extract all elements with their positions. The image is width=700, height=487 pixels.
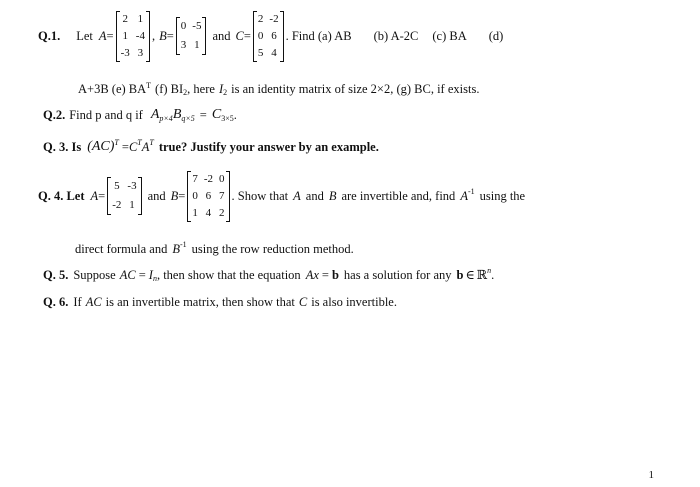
matrix-a <box>116 11 150 62</box>
and-word: and <box>147 188 166 203</box>
eq-sign: = <box>98 188 106 203</box>
matrix-cell: -2 <box>269 12 279 25</box>
matrix-cell: -3 <box>120 46 130 59</box>
matrix-cell: 7 <box>219 189 225 202</box>
matrix-b <box>176 17 207 55</box>
matrix-cell: 3 <box>180 39 187 51</box>
eq-sign: = <box>199 107 207 122</box>
matrix-cell: 4 <box>205 206 212 219</box>
q1-let: Let <box>76 28 93 43</box>
q4-text3: using the <box>479 188 526 203</box>
matrix-cell: -5 <box>192 20 202 32</box>
q5-b: b <box>331 267 339 282</box>
q6-c: C <box>298 294 308 309</box>
q1-part-d: (d) <box>488 28 504 43</box>
q2-text: Find p and q if <box>69 107 143 122</box>
q5-ax: Ax <box>305 267 319 282</box>
matrix-cell: 5 <box>257 46 264 59</box>
q4-a2: A <box>293 188 301 203</box>
superscript: T <box>149 137 154 147</box>
matrix-a-name: A <box>98 28 107 43</box>
matrix-c <box>253 11 284 62</box>
eq-sign: = <box>106 28 114 43</box>
q6-t2: is an invertible matrix, then show that <box>105 294 295 309</box>
eq-sign: = <box>121 139 129 154</box>
subscript: n <box>152 273 157 283</box>
matrix-cell: 0 <box>219 172 225 185</box>
matrix-cell: 5 <box>114 180 120 192</box>
q6-line <box>43 292 397 312</box>
superscript: -1 <box>179 239 187 249</box>
matrix-a-name: A <box>90 188 99 203</box>
q2-c: C <box>211 107 222 122</box>
q1-continuation <box>78 80 479 98</box>
q1-line <box>38 8 503 64</box>
q5-t1: Suppose <box>73 267 116 282</box>
q6-ac: AC <box>85 294 102 309</box>
subscript: p×4 <box>159 113 173 123</box>
matrix-cell: -4 <box>135 29 145 42</box>
q4-cont2: using the row reduction method. <box>191 241 354 256</box>
matrix-cell: 0 <box>192 189 198 202</box>
matrix-cell: 1 <box>192 206 198 219</box>
eq-sign: = <box>243 28 251 43</box>
q5-t3: has a solution for any <box>343 267 452 282</box>
q4-b3: B <box>172 241 180 256</box>
matrix-cell: -2 <box>203 172 214 185</box>
matrix-cell: 6 <box>271 29 277 42</box>
q3-rhs-a: A <box>141 139 150 154</box>
matrix-b-name: B <box>170 188 179 203</box>
q5-i: I <box>148 267 153 282</box>
matrix-cell: -2 <box>112 199 122 211</box>
matrix-cell: 1 <box>137 12 144 25</box>
matrix-cell: 6 <box>205 189 212 202</box>
matrix-cell: 1 <box>129 199 135 211</box>
matrix-b <box>187 171 229 222</box>
subscript: 3×5 <box>221 113 234 123</box>
matrix-cell: 3 <box>137 46 144 59</box>
q4-continuation <box>75 240 354 258</box>
q2-line <box>43 105 237 125</box>
matrix-cell: 2 <box>122 12 128 25</box>
q6-t1: If <box>73 294 82 309</box>
matrix-cell: 2 <box>219 206 225 219</box>
q1-cont-c: , here <box>187 81 215 96</box>
matrix-a <box>107 177 141 215</box>
comma: , <box>151 28 156 43</box>
subscript: q×5 <box>181 113 195 123</box>
element-of-symbol: ∈ <box>465 268 475 282</box>
q4-text1: . Show that <box>231 188 289 203</box>
eq-sign: = <box>138 267 146 282</box>
q4-b2: B <box>328 188 337 203</box>
q4-label: Q. 4. Let <box>38 188 85 203</box>
transpose-sup: T <box>146 80 152 90</box>
q5-line <box>43 265 494 285</box>
q4-a3: A <box>460 188 468 203</box>
q1-label: Q.1. <box>38 28 61 43</box>
eq-sign: = <box>178 188 186 203</box>
superscript: T <box>137 137 142 147</box>
q3-label: Q. 3. Is <box>43 139 82 154</box>
q4-text2: are invertible and, find <box>341 188 456 203</box>
q3-text: true? Justify your answer by an example. <box>158 139 379 154</box>
q4-and2: and <box>305 188 324 203</box>
q2-b: B <box>172 107 182 122</box>
q2-a: A <box>150 107 160 122</box>
q1-cont-b: (f) BI <box>155 81 184 96</box>
q2-label: Q.2. <box>43 107 66 122</box>
identity-name: I <box>218 81 224 96</box>
matrix-cell: 2 <box>257 12 264 25</box>
q1-find: . Find (a) AB <box>285 28 352 43</box>
matrix-cell: 0 <box>180 20 187 32</box>
matrix-cell: 1 <box>194 39 200 51</box>
subscript: 2 <box>183 87 188 97</box>
q5-ac: AC <box>119 267 136 282</box>
q3-line <box>43 137 379 157</box>
superscript: -1 <box>467 186 475 196</box>
q4-cont1: direct formula and <box>75 241 168 256</box>
matrix-cell: -3 <box>127 180 137 192</box>
matrix-cell: 0 <box>257 29 264 42</box>
subscript: 2 <box>223 87 228 97</box>
q3-lhs: (AC) <box>87 139 115 154</box>
matrix-cell: 4 <box>271 46 277 59</box>
eq-sign: = <box>166 28 174 43</box>
q1-cont-a: A+3B (e) BA <box>78 81 147 96</box>
eq-sign: = <box>321 267 329 282</box>
q5-t2: , then show that the equation <box>156 267 301 282</box>
period: . <box>491 267 495 282</box>
matrix-c-name: C <box>235 28 244 43</box>
superscript: n <box>487 265 492 275</box>
matrix-cell: 7 <box>192 172 198 185</box>
q1-cont-d: is an identity matrix of size 2×2, (g) BC, if exists. <box>231 81 480 96</box>
page-number: 1 <box>648 469 654 481</box>
q1-part-c: (c) BA <box>432 28 467 43</box>
q3-rhs-c: C <box>128 139 138 154</box>
real-numbers-symbol: ℝ <box>476 268 488 282</box>
superscript: T <box>114 137 119 147</box>
and-word: and <box>212 28 231 43</box>
q1-part-b: (b) A-2C <box>373 28 419 43</box>
period: . <box>233 107 237 122</box>
q6-t3: is also invertible. <box>311 294 397 309</box>
matrix-b-name: B <box>159 28 167 43</box>
q5-b2: b <box>456 267 464 282</box>
q6-label: Q. 6. <box>43 294 69 309</box>
q5-label: Q. 5. <box>43 267 69 282</box>
q4-line <box>38 168 525 224</box>
matrix-cell: 1 <box>122 29 128 42</box>
